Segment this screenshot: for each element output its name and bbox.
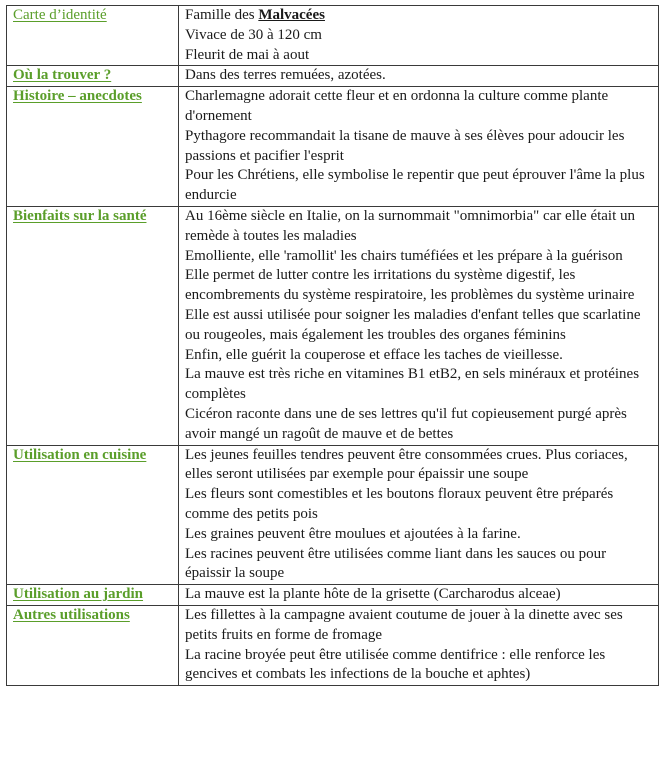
row-where-header xyxy=(7,66,179,87)
health-line: Elle permet de lutter contre les irritations du système digestif, les encombrements du système respiratoire, les problèmes du système urinaire xyxy=(185,267,635,304)
plant-info-table xyxy=(6,5,659,686)
row-kitchen-content xyxy=(179,445,659,585)
identity-family-line xyxy=(185,6,654,26)
row-history-header xyxy=(7,87,179,207)
history-line: Pythagore recommandait la tisane de mauve à ses élèves pour adoucir les passions et pacifier l'esprit xyxy=(185,127,625,164)
row-garden-header xyxy=(7,585,179,606)
row-other xyxy=(7,605,659,685)
kitchen-line: Les graines peuvent être moulues et ajoutées à la farine. xyxy=(185,525,521,542)
identity-line: Vivace de 30 à 120 cm xyxy=(185,26,322,43)
row-where-content xyxy=(179,66,659,87)
identity-family-name: Malvacées xyxy=(258,7,325,23)
section-title-other: Autres utilisations xyxy=(13,606,130,623)
row-other-content xyxy=(179,605,659,685)
health-line: Elle est aussi utilisée pour soigner les maladies d'enfant telles que scarlatine ou rougeoles, mais également les troubles des organes féminins xyxy=(185,306,641,343)
row-health-content xyxy=(179,206,659,445)
where-line: Dans des terres remuées, azotées. xyxy=(185,67,386,84)
row-where xyxy=(7,66,659,87)
garden-line: La mauve est la plante hôte de la grisette (Carcharodus alceae) xyxy=(185,586,561,603)
row-other-header xyxy=(7,605,179,685)
health-line: Cicéron raconte dans une de ses lettres qu'il fut copieusement purgé après avoir mangé un ragoût de mauve et de bettes xyxy=(185,405,627,442)
section-title-history: Histoire – anecdotes xyxy=(13,88,142,105)
row-identity xyxy=(7,6,659,66)
history-line: Charlemagne adorait cette fleur et en ordonna la culture comme plante d'ornement xyxy=(185,88,609,124)
health-line: Enfin, elle guérit la couperose et efface les taches de vieillesse. xyxy=(185,346,563,363)
other-line: Les fillettes à la campagne avaient coutume de jouer à la dinette avec ses petits fruits en forme de fromage xyxy=(185,606,623,643)
kitchen-line: Les jeunes feuilles tendres peuvent être consommées crues. Plus coriaces, elles seront utilisées par exemple pour épaissir une soupe xyxy=(185,446,628,483)
health-line: La mauve est très riche en vitamines B1 etB2, en sels minéraux et protéines complètes xyxy=(185,366,640,403)
section-title-kitchen: Utilisation en cuisine xyxy=(13,446,147,463)
identity-family-prefix: Famille des xyxy=(185,7,259,23)
row-kitchen-header xyxy=(7,445,179,585)
row-identity-content xyxy=(179,6,659,66)
row-health xyxy=(7,206,659,445)
section-title-garden: Utilisation au jardin xyxy=(13,586,144,603)
section-title-health: Bienfaits sur la santé xyxy=(13,207,147,224)
row-kitchen xyxy=(7,445,659,585)
row-health-header xyxy=(7,206,179,445)
kitchen-line: Les racines peuvent être utilisées comme liant dans les sauces ou pour épaissir la soupe xyxy=(185,545,607,582)
identity-line: Fleurit de mai à aout xyxy=(185,46,310,63)
row-history xyxy=(7,87,659,207)
section-title-where: Où la trouver ? xyxy=(13,67,112,84)
kitchen-line: Les fleurs sont comestibles et les boutons floraux peuvent être préparés comme des petits pois xyxy=(185,486,614,522)
row-identity-header xyxy=(7,6,179,66)
row-history-content xyxy=(179,87,659,207)
health-line: Au 16ème siècle en Italie, on la surnommait "omnimorbia" car elle était un remède à toutes les maladies xyxy=(185,207,636,244)
section-title-identity: Carte d’identité xyxy=(13,7,107,23)
health-line: Emolliente, elle 'ramollit' les chairs tuméfiées et les prépare à la guérison xyxy=(185,247,623,264)
other-line: La racine broyée peut être utilisée comme dentifrice : elle renforce les gencives et combats les infections de la bouche et aphtes) xyxy=(185,646,606,683)
row-garden xyxy=(7,585,659,606)
row-garden-content xyxy=(179,585,659,606)
history-line: Pour les Chrétiens, elle symbolise le repentir que peut éprouver l'âme la plus endurcie xyxy=(185,167,645,204)
